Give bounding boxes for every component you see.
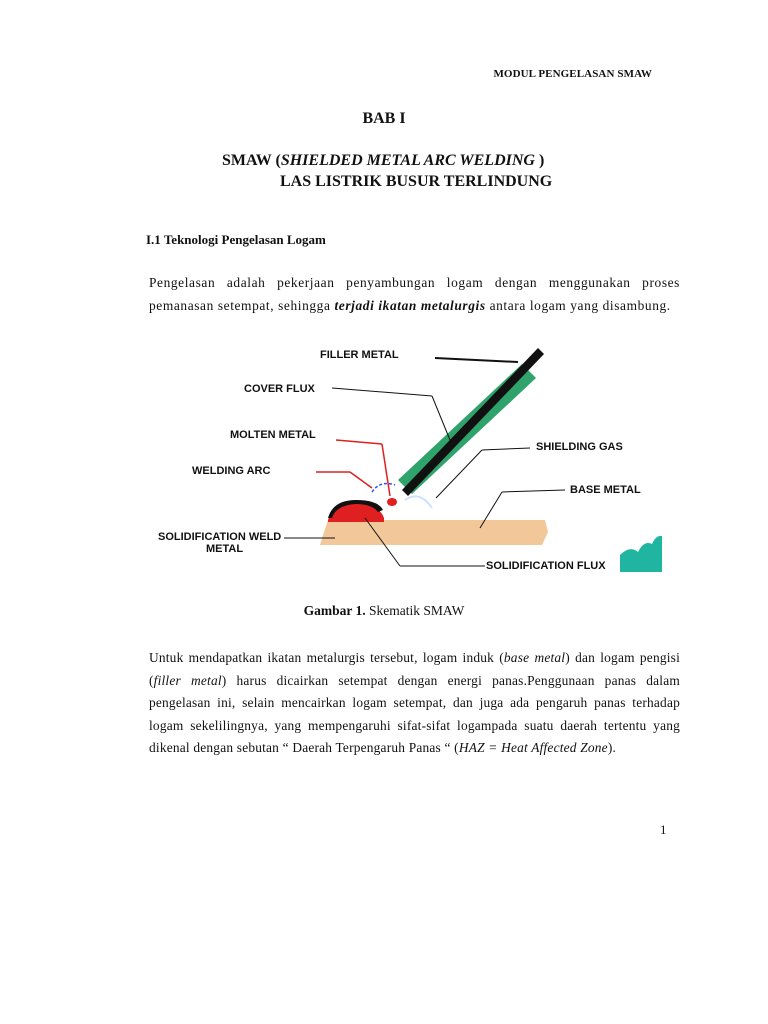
paragraph-haz-s1: Untuk mendapatkan ikatan metalurgis tersebut, logam induk (	[149, 650, 504, 665]
section-heading: I.1 Teknologi Pengelasan Logam	[146, 232, 326, 247]
label-solidification-weld-metal: METAL	[206, 543, 244, 555]
leader-cover-flux	[332, 388, 432, 396]
paragraph-haz-s3: ) harus dicairkan setempat dengan energi panas.Penggunaan panas dalam pengelasan ini, selain mencairkan logam setempat, dan juga ada pengaruh panas terhadap logam sekelilingnya, yang mempengaruhi sifat-sifat logampada suatu daerah tertentu yang dikenal dengan sebutan “ Daerah Terpengaruh Panas “ (	[149, 672, 680, 755]
leader-cover-flux-2	[432, 396, 450, 440]
paragraph-intro-part2: antara logam yang disambung.	[485, 297, 671, 313]
chapter-title-prefix: SMAW (	[222, 152, 281, 169]
chapter-title	[222, 152, 544, 170]
label-shielding-gas: SHIELDING GAS	[536, 441, 623, 453]
paragraph-haz-i2: filler metal	[153, 672, 222, 688]
paragraph-intro	[149, 272, 680, 317]
leader-base-metal	[502, 490, 565, 492]
smaw-schematic-figure	[150, 340, 665, 580]
chapter-title-italic: SHIELDED METAL ARC WELDING	[280, 152, 535, 169]
label-welding-arc: WELDING ARC	[192, 465, 271, 477]
welding-arc	[372, 484, 395, 492]
water-shape	[620, 536, 662, 572]
figure-caption-label: Gambar 1.	[303, 603, 366, 618]
leader-molten-metal	[336, 440, 382, 444]
page-number: 1	[660, 822, 667, 837]
paragraph-intro-part1: Pengelasan adalah pekerjaan penyambungan logam dengan menggunakan proses pemanasan setempat, sehingga	[149, 275, 680, 313]
chapter-number: BAB I	[362, 110, 406, 127]
chapter-title-suffix: )	[534, 152, 545, 169]
label-molten-metal: MOLTEN METAL	[230, 429, 316, 441]
leader-shielding-gas	[482, 448, 530, 450]
label-filler-metal: FILLER METAL	[320, 349, 399, 361]
label-solidification-flux: SOLIDIFICATION FLUX	[486, 560, 606, 572]
figure-caption-text: Skematik SMAW	[365, 603, 465, 618]
label-solidification-weld: SOLIDIFICATION WELD	[158, 531, 282, 543]
label-cover-flux: COVER FLUX	[244, 383, 315, 395]
paragraph-haz-i3: HAZ = Heat Affected Zone	[458, 740, 608, 755]
paragraph-haz-s4: ).	[607, 740, 617, 755]
paragraph-haz-i1: base metal	[503, 650, 566, 665]
filler-metal-rod	[402, 348, 544, 496]
figure-caption	[0, 603, 768, 619]
chapter-subtitle: LAS LISTRIK BUSUR TERLINDUNG	[280, 173, 553, 190]
paragraph-haz	[149, 647, 680, 760]
leader-filler-metal	[435, 358, 518, 362]
paragraph-intro-emphasis: terjadi ikatan metalurgis	[334, 297, 486, 313]
shielding-gas	[405, 496, 432, 508]
label-base-metal: BASE METAL	[570, 484, 641, 496]
base-metal-plate	[320, 520, 548, 545]
molten-metal-drop	[387, 498, 397, 506]
running-header: MODUL PENGELASAN SMAW	[493, 68, 652, 80]
leader-welding-arc-2	[350, 472, 372, 488]
paragraph-haz-s2: ) dan logam pengisi (	[149, 650, 680, 688]
leader-molten-metal-2	[382, 444, 390, 496]
